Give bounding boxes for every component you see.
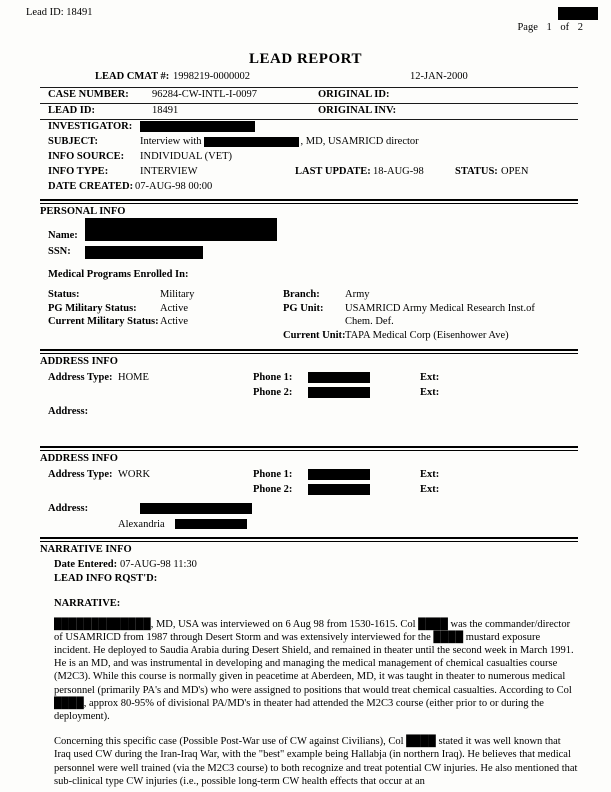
lead-info-rqstd-label: LEAD INFO RQST'D: (54, 572, 158, 584)
redaction-box (558, 7, 598, 20)
pg-status-row (40, 303, 578, 317)
ext-label: Ext: (420, 484, 440, 495)
subject-value: Interview with , MD, USAMRICD director (140, 136, 419, 147)
case-number-row (40, 88, 578, 104)
status-value: OPEN (501, 166, 529, 177)
redaction-box (85, 218, 277, 241)
pg-unit-value-line2: Chem. Def. (345, 316, 394, 327)
address-home-address-row (40, 405, 578, 420)
info-type-row (40, 165, 578, 180)
redaction-box (308, 484, 370, 495)
military-status-value: Military (160, 289, 195, 300)
document-header (0, 0, 611, 22)
military-status-label: Status: (48, 289, 80, 300)
section-divider (40, 537, 578, 542)
report-date: 12-JAN-2000 (410, 71, 468, 82)
pg-military-status-label: PG Military Status: (48, 302, 137, 314)
lead-cmat-label: LEAD CMAT #: (95, 71, 170, 82)
pg-military-status-value: Active (160, 302, 188, 314)
address-home-phone2-row (40, 386, 578, 401)
lead-cmat-value: 1998219-0000002 (173, 71, 250, 82)
redaction-box (140, 121, 255, 132)
lead-id-label: LEAD ID: (48, 105, 95, 116)
original-inv-label: ORIGINAL INV: (318, 105, 397, 116)
redaction-box (85, 246, 203, 259)
narrative-info-heading: NARRATIVE INFO (40, 544, 132, 555)
case-number-label: CASE NUMBER: (48, 89, 129, 100)
redaction-box (204, 137, 299, 147)
date-created-value: 07-AUG-98 00:00 (135, 181, 213, 192)
status-label: STATUS: (455, 166, 498, 177)
section-divider (40, 199, 578, 204)
address-home-heading: ADDRESS INFO (40, 356, 118, 367)
narrative-section (40, 544, 578, 788)
ext-label: Ext: (420, 469, 440, 480)
last-update-label: LAST UPDATE: (295, 166, 371, 177)
lead-id-header: Lead ID: 18491 (26, 7, 93, 18)
current-unit-row (40, 330, 578, 344)
name-label: Name: (48, 230, 78, 241)
redaction-box (175, 519, 247, 529)
page-number: Page 1 of 2 (517, 22, 583, 33)
lead-id-row (40, 104, 578, 120)
address-work-address-row (40, 502, 578, 518)
report-title: LEAD REPORT (249, 51, 362, 67)
current-military-status-value: Active (160, 316, 188, 327)
current-military-status-label: Current Military Status: (48, 316, 159, 327)
narrative-label: NARRATIVE: (54, 598, 121, 609)
investigator-label: INVESTIGATOR: (48, 121, 133, 132)
original-id-label: ORIGINAL ID: (318, 89, 390, 100)
section-divider (40, 349, 578, 354)
date-entered-value: 07-AUG-98 11:30 (120, 559, 197, 570)
current-status-row (40, 316, 578, 330)
address-label: Address: (48, 503, 89, 514)
branch-label: Branch: (283, 289, 320, 300)
investigator-row (40, 120, 578, 135)
phone1-label: Phone 1: (253, 372, 293, 383)
narrative-paragraph-1: █████████████, MD, USA was interviewed on 6 Aug 98 from 1530-1615. Col ████ was the commander/director of USAMRICD from 1987 through Desert Storm and was extensively interviewed for the ████ mustard exposure incident. He deployed to Saudia Arabia during Desert Shield, and remained in theater until the second week in March 1991. He is an MD, and was instrumental in developing and managing the medical management of chemical casualties course (M2C3). While this course is normally given in peacetime at Aberdeen, MD, it was taught in theater to numerous medical personnel (primarily PA's and MD's) who were assigned to positions that would treat chemical casualties. According to Col ████, approx 80-95% of divisional PA/MD's in theater had attended the M2C3 course (either prior to or during the deployment). (54, 618, 574, 722)
last-update-value: 18-AUG-98 (373, 166, 424, 177)
medical-programs-label: Medical Programs Enrolled In: (48, 269, 189, 280)
address-label: Address: (48, 406, 89, 417)
info-type-value: INTERVIEW (140, 166, 198, 177)
info-source-label: INFO SOURCE: (48, 151, 125, 162)
pg-unit-value-line1: USAMRICD Army Medical Research Inst.of (345, 302, 535, 314)
status-branch-row (40, 289, 578, 303)
phone1-label: Phone 1: (253, 469, 293, 480)
info-type-label: INFO TYPE: (48, 166, 109, 177)
case-number-value: 96284-CW-INTL-I-0097 (152, 89, 257, 100)
ssn-row (40, 245, 578, 262)
address-type-value: HOME (118, 372, 149, 383)
date-entered-row (40, 559, 578, 573)
ext-label: Ext: (420, 372, 440, 383)
address-type-label: Address Type: (48, 469, 113, 480)
address-work-type-row (40, 468, 578, 483)
address-home-type-row (40, 371, 578, 386)
ext-label: Ext: (420, 387, 440, 398)
section-divider (40, 446, 578, 451)
branch-value: Army (345, 289, 370, 300)
redaction-box (308, 469, 370, 480)
city-value: Alexandria (118, 519, 165, 530)
current-unit-value: TAPA Medical Corp (Eisenhower Ave) (345, 329, 509, 341)
address-work-city-row (40, 518, 578, 533)
lead-id-value: 18491 (152, 105, 179, 116)
redaction-box (308, 372, 370, 383)
pg-unit-label: PG Unit: (283, 302, 324, 314)
date-created-label: DATE CREATED: (48, 181, 134, 192)
date-created-row (40, 180, 578, 195)
lead-cmat-row (40, 70, 578, 88)
date-entered-label: Date Entered: (54, 559, 118, 570)
narrative-label-row (40, 598, 578, 612)
address-work-phone2-row (40, 483, 578, 498)
personal-info-heading: PERSONAL INFO (40, 206, 126, 217)
narrative-paragraph-2: Concerning this specific case (Possible Post-War use of CW against Civilians), Col ████ stated it was well known that Iraq used CW during the Iran-Iraq War, with the "best" example being Hallabja (in northern Iraq). He believes that medical personnel were well trained (via the M2C3 course) to both recognize and treat potential CW injuries. He also mentioned that sub-clinical type CW injuries (i.e., possible long-term CW health effects that occur at an (54, 736, 578, 787)
phone2-label: Phone 2: (253, 484, 293, 495)
redaction-box (308, 387, 370, 398)
phone2-label: Phone 2: (253, 387, 293, 398)
info-source-row (40, 150, 578, 165)
redaction-box (140, 503, 252, 514)
address-work-heading: ADDRESS INFO (40, 453, 118, 464)
ssn-label: SSN: (48, 246, 71, 257)
current-unit-label: Current Unit: (283, 329, 346, 341)
address-type-value: WORK (118, 469, 151, 480)
subject-label: SUBJECT: (48, 136, 98, 147)
lead-info-rqstd-row (40, 573, 578, 587)
report-form (40, 70, 578, 542)
address-type-label: Address Type: (48, 372, 113, 383)
subject-row (40, 135, 578, 150)
medical-programs-row (40, 268, 578, 283)
info-source-value: INDIVIDUAL (VET) (140, 151, 233, 162)
name-row (40, 221, 578, 245)
